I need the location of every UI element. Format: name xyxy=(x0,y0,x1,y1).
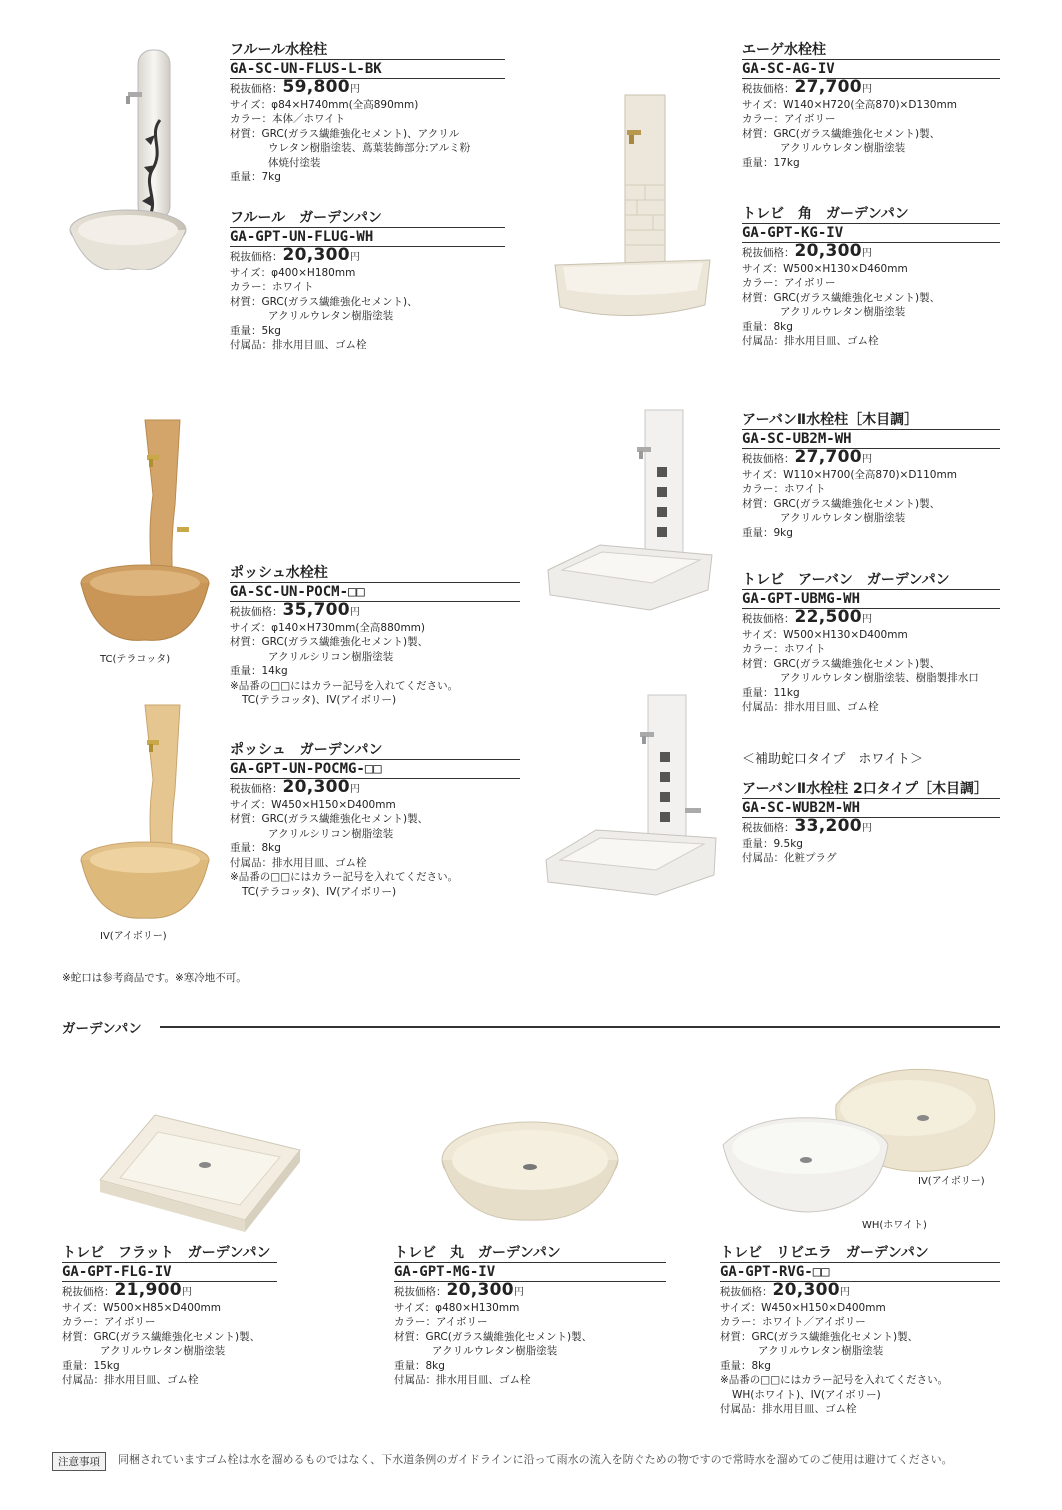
spec-line: サイズ：W110×H700(全高870)×D110mm xyxy=(742,468,957,481)
round-pan-image xyxy=(435,1115,625,1225)
product-flug xyxy=(230,210,505,353)
price-label: 税抜価格： xyxy=(230,251,283,263)
price-label: 税抜価格： xyxy=(742,83,795,95)
spec-line: 重量：9.5kg xyxy=(742,837,803,850)
product-code: GA-SC-UN-POCM-□□ xyxy=(230,582,520,602)
spec-line: 重量：5kg xyxy=(230,324,281,337)
product-pocmg xyxy=(230,742,520,899)
spec-line-indent: アクリルウレタン樹脂塗装 xyxy=(780,142,906,154)
product-title: フルール水栓柱 xyxy=(230,42,328,58)
spec-line: 付属品：排水用目皿、ゴム栓 xyxy=(230,339,367,351)
price-value: 22,500 xyxy=(794,607,862,627)
spec-line: カラー：アイボリー xyxy=(742,113,836,125)
price-label: 税抜価格： xyxy=(394,1286,447,1298)
urban-2port-subhead: ＜補助蛇口タイプ ホワイト＞ xyxy=(742,752,923,767)
price-label: 税抜価格： xyxy=(742,453,795,465)
spec-line-indent: ウレタン樹脂塗装、蔦葉装飾部分:アルミ粉 xyxy=(268,142,471,154)
spec-line: 材質：GRC(ガラス繊維強化セメント)、アクリル xyxy=(230,127,460,140)
spec-line: 付属品：化粧プラグ xyxy=(742,852,837,864)
price-yen: 円 xyxy=(861,823,872,834)
price-label: 税抜価格： xyxy=(230,606,283,618)
spec-line-indent: アクリルシリコン樹脂塗装 xyxy=(268,650,394,663)
spec-note: ※品番の□□にはカラー記号を入れてください。 xyxy=(720,1374,949,1386)
price-yen: 円 xyxy=(861,84,872,95)
product-code: GA-GPT-UN-POCMG-□□ xyxy=(230,759,520,779)
spec-line: サイズ：W140×H720(全高870)×D130mm xyxy=(742,98,957,111)
aege-product-image xyxy=(545,85,720,325)
product-ubmg xyxy=(742,572,1000,715)
product-title: アーバンⅡ水栓柱 2口タイプ［木目調］ xyxy=(742,781,989,797)
product-title: ポッシュ水栓柱 xyxy=(230,565,328,581)
price-yen: 円 xyxy=(349,84,360,95)
spec-line-indent: アクリルウレタン樹脂塗装 xyxy=(780,306,906,318)
spec-line: 付属品：排水用目皿、ゴム栓 xyxy=(62,1374,199,1386)
price-yen: 円 xyxy=(861,454,872,465)
price-value: 21,900 xyxy=(114,1280,182,1300)
product-code: GA-GPT-MG-IV xyxy=(394,1262,666,1282)
spec-line-indent: アクリルシリコン樹脂塗装 xyxy=(268,827,394,840)
product-wub2m xyxy=(742,781,1000,866)
product-mg xyxy=(394,1245,666,1388)
spec-line-indent: 体焼付塗装 xyxy=(268,156,321,169)
spec-line: サイズ：W500×H130×D400mm xyxy=(742,628,908,641)
product-title: アーバンⅡ水栓柱［木目調］ xyxy=(742,412,919,428)
spec-line: カラー：ホワイト／アイボリー xyxy=(720,1316,866,1328)
spec-line: 材質：GRC(ガラス繊維強化セメント)製、 xyxy=(230,813,429,825)
spec-line: 重量：8kg xyxy=(720,1359,771,1372)
product-code: GA-GPT-FLG-IV xyxy=(62,1262,277,1282)
price-value: 20,300 xyxy=(772,1280,840,1300)
price-yen: 円 xyxy=(349,252,360,263)
spec-line: カラー：本体／ホワイト xyxy=(230,113,346,125)
caution-text: 同梱されていますゴム栓は水を溜めるものではなく、下水道条例のガイドラインに沿って雨水の流入を防ぐための物ですので常時水を溜めてのご使用は避けてください。 xyxy=(118,1453,953,1466)
product-title: エーゲ水栓柱 xyxy=(742,42,826,58)
spec-line: 重量：11kg xyxy=(742,686,800,699)
price-yen: 円 xyxy=(861,248,872,259)
spec-line: 材質：GRC(ガラス繊維強化セメント)製、 xyxy=(742,291,941,304)
flat-pan-image xyxy=(95,1110,305,1235)
spec-line: 材質：GRC(ガラス繊維強化セメント)製、 xyxy=(394,1330,593,1343)
spec-line: カラー：アイボリー xyxy=(742,277,836,289)
spec-line: 材質：GRC(ガラス繊維強化セメント)、 xyxy=(230,295,418,308)
urban-2port-product-image xyxy=(540,690,725,905)
spec-line-indent: アクリルウレタン樹脂塗装 xyxy=(100,1345,226,1357)
product-code: GA-SC-UB2M-WH xyxy=(742,429,1000,449)
spec-note: WH(ホワイト)、IV(アイボリー) xyxy=(732,1388,881,1401)
price-value: 20,300 xyxy=(282,245,350,265)
price-value: 59,800 xyxy=(282,77,350,97)
footnote: ※蛇口は参考商品です。※寒冷地不可。 xyxy=(62,972,247,984)
price-yen: 円 xyxy=(349,607,360,618)
spec-line: カラー：ホワイト xyxy=(230,281,314,293)
price-value: 20,300 xyxy=(446,1280,514,1300)
product-code: GA-SC-UN-FLUS-L-BK xyxy=(230,59,505,79)
spec-line: 重量：8kg xyxy=(394,1359,445,1372)
product-title: トレビ アーバン ガーデンパン xyxy=(742,572,950,588)
spec-line: 重量：17kg xyxy=(742,156,800,169)
fleur-product-image xyxy=(60,40,200,270)
spec-line-indent: アクリルウレタン樹脂塗装 xyxy=(780,512,906,524)
price-yen: 円 xyxy=(513,1287,524,1298)
spec-line: 付属品：排水用目皿、ゴム栓 xyxy=(742,701,879,713)
price-label: 税抜価格： xyxy=(742,247,795,259)
spec-line: サイズ：W450×H150×D400mm xyxy=(720,1301,886,1314)
spec-line: 重量：8kg xyxy=(742,320,793,333)
spec-line: 材質：GRC(ガラス繊維強化セメント)製、 xyxy=(720,1330,919,1343)
spec-line: サイズ：W450×H150×D400mm xyxy=(230,798,396,811)
product-code: GA-GPT-UN-FLUG-WH xyxy=(230,227,505,247)
spec-line-indent: アクリルウレタン樹脂塗装 xyxy=(432,1345,558,1357)
caption-riviera-white: WH(ホワイト) xyxy=(862,1220,927,1231)
price-value: 20,300 xyxy=(282,777,350,797)
price-yen: 円 xyxy=(839,1287,850,1298)
product-title: トレビ リビエラ ガーデンパン xyxy=(720,1245,929,1261)
product-code: GA-GPT-KG-IV xyxy=(742,223,1000,243)
spec-line: サイズ：φ84×H740mm(全高890mm) xyxy=(230,98,419,111)
spec-line: カラー：アイボリー xyxy=(394,1316,488,1328)
spec-line: 重量：9kg xyxy=(742,526,793,539)
caption-ivory: IV(アイボリー) xyxy=(100,931,167,942)
product-title: トレビ 丸 ガーデンパン xyxy=(394,1245,561,1261)
price-label: 税抜価格： xyxy=(742,822,795,834)
spec-line: カラー：ホワイト xyxy=(742,483,826,495)
price-value: 35,700 xyxy=(282,600,350,620)
price-yen: 円 xyxy=(861,614,872,625)
urban-product-image xyxy=(540,405,720,620)
poche-tc-product-image xyxy=(75,415,215,645)
spec-line: 材質：GRC(ガラス繊維強化セメント)製、 xyxy=(230,636,429,648)
spec-line: 付属品：排水用目皿、ゴム栓 xyxy=(742,335,879,347)
price-label: 税抜価格： xyxy=(720,1286,773,1298)
spec-note: 付属品：排水用目皿、ゴム栓 xyxy=(720,1403,857,1415)
product-pocm xyxy=(230,565,520,708)
spec-line: 重量：15kg xyxy=(62,1359,120,1372)
spec-line: 材質：GRC(ガラス繊維強化セメント)製、 xyxy=(742,127,941,140)
product-rvg xyxy=(720,1245,1000,1417)
spec-note: ※品番の□□にはカラー記号を入れてください。 xyxy=(230,871,459,883)
spec-line: 重量：7kg xyxy=(230,171,281,183)
spec-note: ※品番の□□にはカラー記号を入れてください。 xyxy=(230,679,459,692)
section-title-garden-pan: ガーデンパン xyxy=(62,1021,142,1037)
section-divider xyxy=(160,1026,1000,1028)
caption-terracotta: TC(テラコッタ) xyxy=(100,654,171,665)
product-flus xyxy=(230,42,505,185)
product-code: GA-GPT-RVG-□□ xyxy=(720,1262,1000,1282)
caution-label: 注意事項 xyxy=(52,1452,106,1471)
product-code: GA-SC-AG-IV xyxy=(742,59,1000,79)
spec-line: 材質：GRC(ガラス繊維強化セメント)製、 xyxy=(62,1330,261,1343)
product-title: トレビ フラット ガーデンパン xyxy=(62,1245,271,1261)
spec-line: 材質：GRC(ガラス繊維強化セメント)製、 xyxy=(742,657,941,670)
spec-line: サイズ：φ400×H180mm xyxy=(230,266,356,279)
product-kg xyxy=(742,206,1000,349)
price-value: 33,200 xyxy=(794,816,862,836)
product-flg xyxy=(62,1245,277,1388)
poche-iv-product-image xyxy=(75,700,215,930)
spec-line-indent: アクリルウレタン樹脂塗装、樹脂製排水口 xyxy=(780,672,979,684)
price-label: 税抜価格： xyxy=(230,783,283,795)
price-yen: 円 xyxy=(349,784,360,795)
spec-line: 材質：GRC(ガラス繊維強化セメント)製、 xyxy=(742,497,941,510)
price-label: 税抜価格： xyxy=(62,1286,115,1298)
spec-line-indent: アクリルウレタン樹脂塗装 xyxy=(268,310,394,322)
price-label: 税抜価格： xyxy=(742,613,795,625)
spec-line: サイズ：φ140×H730mm(全高880mm) xyxy=(230,621,426,634)
spec-line: サイズ：W500×H130×D460mm xyxy=(742,262,908,275)
price-yen: 円 xyxy=(181,1287,192,1298)
spec-note: TC(テラコッタ)、IV(アイボリー) xyxy=(242,885,397,898)
product-title: ポッシュ ガーデンパン xyxy=(230,742,383,758)
riviera-pans-image xyxy=(718,1050,1003,1220)
price-value: 27,700 xyxy=(794,447,862,467)
product-title: フルール ガーデンパン xyxy=(230,210,382,226)
spec-line: カラー：アイボリー xyxy=(62,1316,156,1328)
product-title: トレビ 角 ガーデンパン xyxy=(742,206,909,222)
spec-line: 重量：8kg xyxy=(230,842,281,854)
product-ub2m xyxy=(742,412,1000,540)
product-code: GA-SC-WUB2M-WH xyxy=(742,798,1000,818)
product-code: GA-GPT-UBMG-WH xyxy=(742,589,1000,609)
product-ag xyxy=(742,42,1000,170)
spec-note: TC(テラコッタ)、IV(アイボリー) xyxy=(242,694,397,706)
spec-line: 重量：14kg xyxy=(230,665,288,677)
caption-riviera-ivory: IV(アイボリー) xyxy=(918,1176,985,1187)
spec-line: 付属品：排水用目皿、ゴム栓 xyxy=(230,856,367,869)
price-value: 27,700 xyxy=(794,77,862,97)
spec-line-indent: アクリルウレタン樹脂塗装 xyxy=(758,1345,884,1357)
spec-line: 付属品：排水用目皿、ゴム栓 xyxy=(394,1374,531,1386)
spec-line: カラー：ホワイト xyxy=(742,643,826,655)
spec-line: サイズ：φ480×H130mm xyxy=(394,1301,520,1314)
price-value: 20,300 xyxy=(794,241,862,261)
price-label: 税抜価格： xyxy=(230,83,283,95)
spec-line: サイズ：W500×H85×D400mm xyxy=(62,1301,222,1314)
